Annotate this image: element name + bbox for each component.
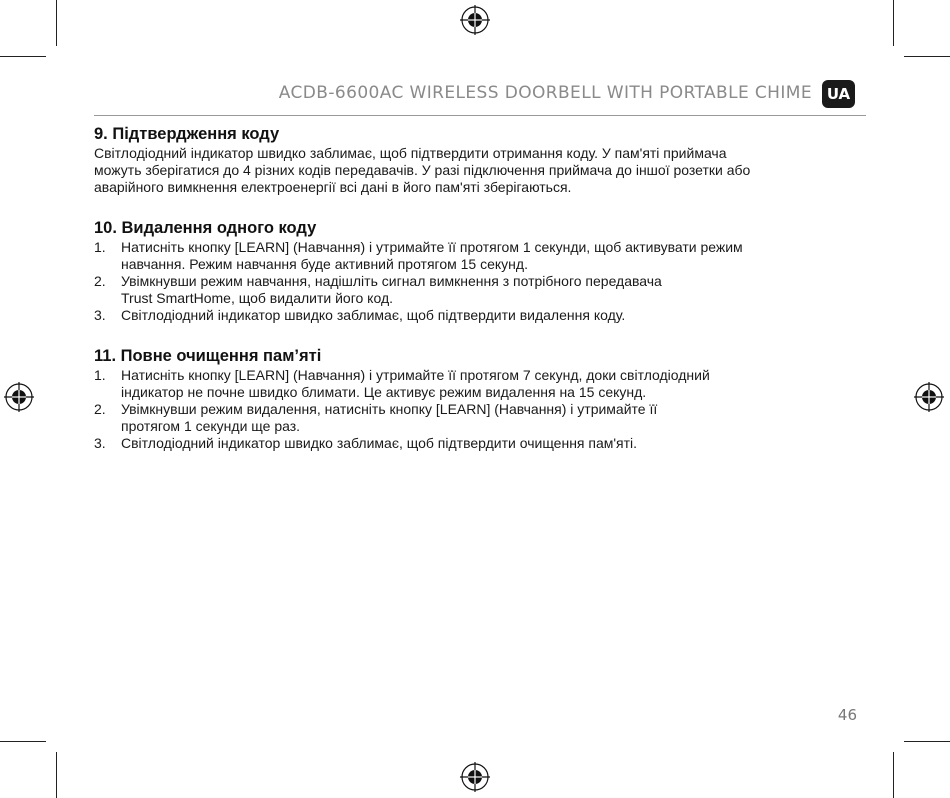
document-header-title: ACDB-6600AC WIRELESS DOORBELL WITH PORTABLE CHIME (278, 83, 812, 103)
step-number: 2. (94, 401, 106, 417)
step-line: індикатор не почне швидко блимати. Це активує режим видалення на 15 секунд. (121, 384, 647, 400)
section-heading: 11. Повне очищення пам’яті (94, 347, 322, 365)
step-number: 1. (94, 367, 106, 383)
step-line: Увімкнувши режим навчання, надішліть сигнал вимкнення з потрібного передавача (121, 273, 662, 289)
list-item (94, 273, 864, 307)
steps-list (94, 367, 864, 452)
crop-mark-top-left-vertical (56, 0, 57, 46)
registration-mark-left-icon (4, 382, 34, 412)
step-number: 3. (94, 307, 106, 323)
paragraph-line: аварійного вимкнення електроенергії всі дані в його пам'яті зберігаються. (94, 179, 572, 195)
list-item (94, 435, 864, 452)
registration-mark-top-icon (460, 5, 490, 35)
crop-mark-bottom-right-horizontal (904, 741, 950, 742)
step-line: Увімкнувши режим видалення, натисніть кнопку [LEARN] (Навчання) і утримайте її (121, 401, 658, 417)
step-number: 3. (94, 435, 106, 451)
crop-mark-bottom-left-horizontal (0, 741, 46, 742)
step-line: Світлодіодний індикатор швидко заблимає, щоб підтвердити видалення коду. (121, 307, 626, 323)
registration-mark-right-icon (914, 382, 944, 412)
step-number: 1. (94, 239, 106, 255)
paragraph-line: можуть зберігатися до 4 різних кодів передавачів. У разі підключення приймача до іншої розетки або (94, 162, 751, 178)
registration-mark-bottom-icon (460, 762, 490, 792)
crop-mark-bottom-left-vertical (56, 752, 57, 798)
step-line: протягом 1 секунди ще раз. (121, 418, 301, 434)
crop-mark-top-right-horizontal (904, 56, 950, 57)
step-number: 2. (94, 273, 106, 289)
list-item (94, 401, 864, 435)
page-number: 46 (837, 706, 857, 724)
language-badge: UA (822, 80, 855, 108)
page-content (94, 124, 864, 452)
step-line: Trust SmartHome, щоб видалити його код. (121, 290, 394, 306)
step-line: Світлодіодний індикатор швидко заблимає, щоб підтвердити очищення пам'яті. (121, 435, 638, 451)
crop-mark-bottom-right-vertical (893, 752, 894, 798)
step-line: Натисніть кнопку [LEARN] (Навчання) і утримайте її протягом 7 секунд, доки світлодіодний (121, 367, 710, 383)
section-full-memory-clear (94, 346, 864, 452)
section-heading: 10. Видалення одного коду (94, 219, 317, 237)
step-line: навчання. Режим навчання буде активний протягом 15 секунд. (121, 256, 528, 272)
step-line: Натисніть кнопку [LEARN] (Навчання) і утримайте її протягом 1 секунди, щоб активувати режим (121, 239, 743, 255)
header-divider (94, 115, 866, 116)
crop-mark-top-left-horizontal (0, 56, 46, 57)
steps-list (94, 239, 864, 324)
section-paragraph (94, 145, 864, 196)
crop-mark-top-right-vertical (893, 0, 894, 46)
section-delete-single-code (94, 218, 864, 324)
list-item (94, 307, 864, 324)
paragraph-line: Світлодіодний індикатор швидко заблимає, щоб підтвердити отримання коду. У пам'яті приймача (94, 145, 727, 161)
list-item (94, 239, 864, 273)
list-item (94, 367, 864, 401)
section-code-confirmation (94, 124, 864, 196)
section-heading: 9. Підтвердження коду (94, 125, 280, 143)
